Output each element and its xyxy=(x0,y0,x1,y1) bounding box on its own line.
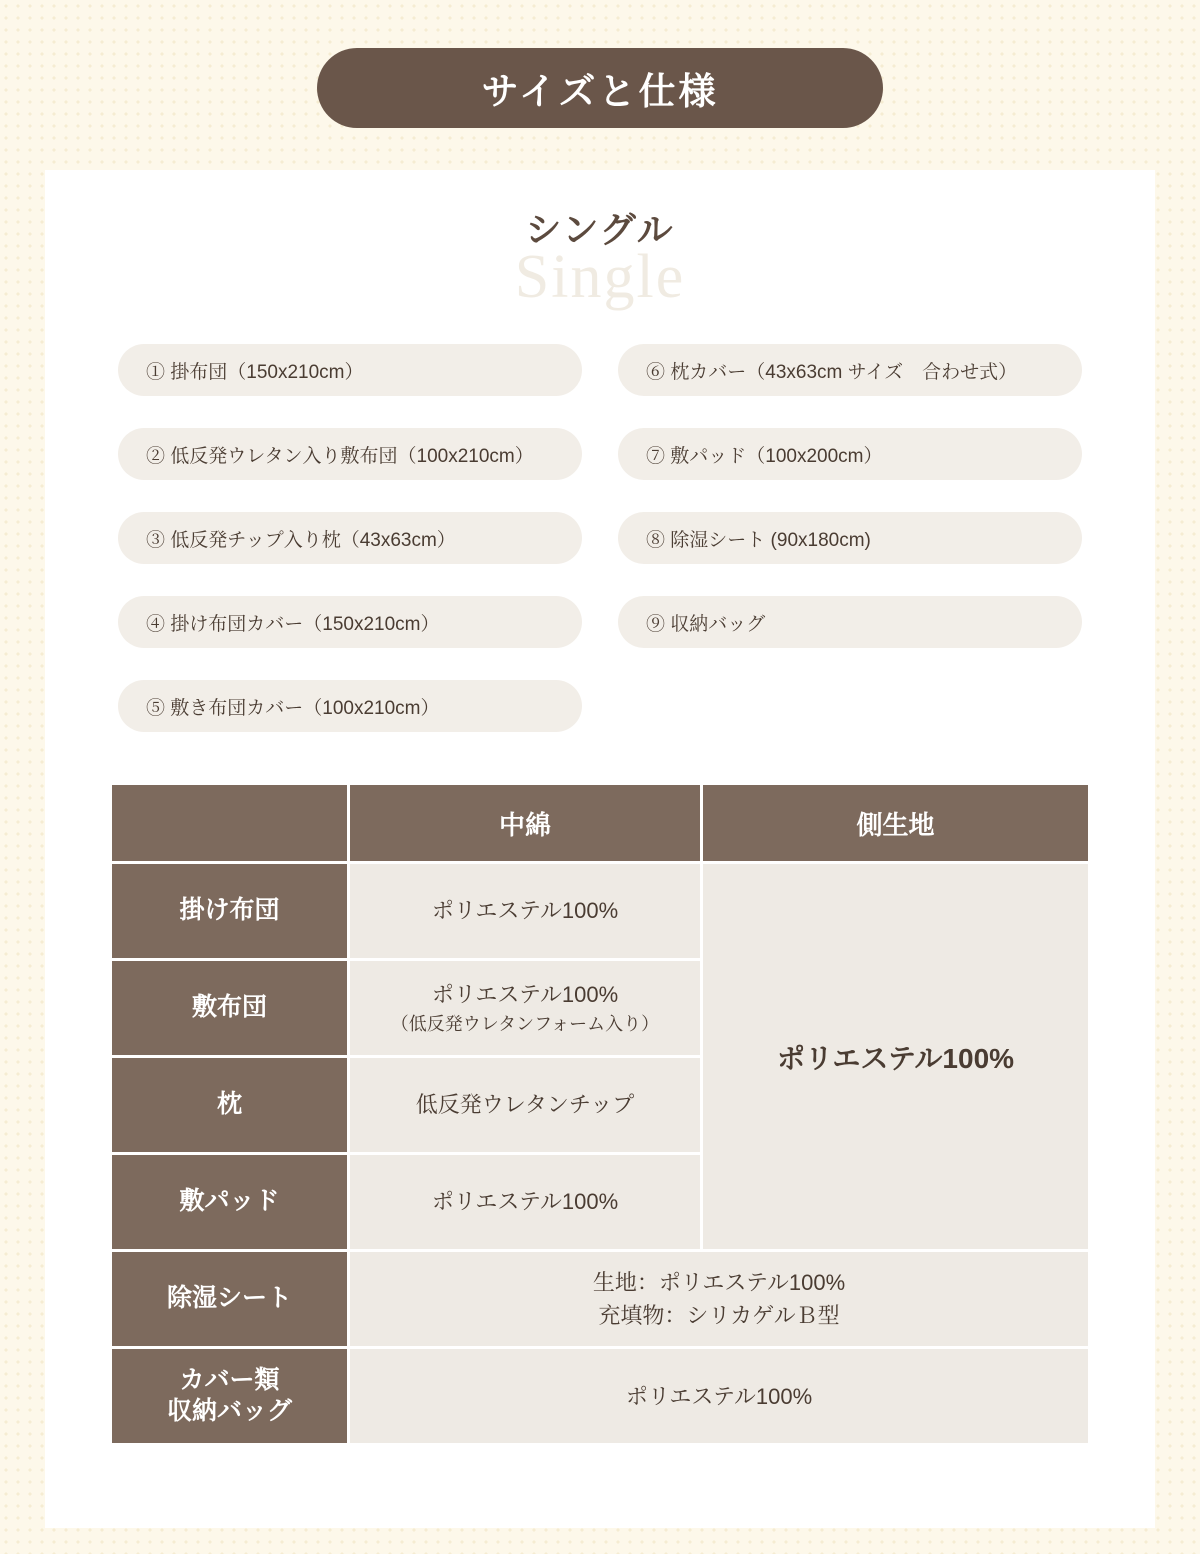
list-item: ⑥ 枕カバー（43x63cm サイズ 合わせ式） xyxy=(618,344,1082,396)
item-column-right xyxy=(618,344,1082,764)
list-item: ① 掛布団（150x210cm） xyxy=(118,344,582,396)
cell-fill-text: 低反発ウレタンチップ xyxy=(415,1092,635,1118)
item-column-left xyxy=(118,344,582,764)
list-item: ⑤ 敷き布団カバー（100x210cm） xyxy=(118,680,582,732)
row-label-line1: カバー類 xyxy=(179,1365,280,1394)
page-title-banner xyxy=(317,48,883,128)
section-heading-main: シングル xyxy=(525,209,675,250)
list-item: ⑧ 除湿シート (90x180cm) xyxy=(618,512,1082,564)
row-label: 枕 xyxy=(112,1058,347,1152)
materials-table xyxy=(109,782,1091,1446)
cell-material-wide xyxy=(350,1252,1088,1346)
row-label: 掛け布団 xyxy=(112,864,347,958)
cell-fill-text: ポリエステル100% xyxy=(431,1189,619,1215)
cell-material-line1: 生地：ポリエステル100% xyxy=(592,1270,846,1295)
list-item: ⑦ 敷パッド（100x200cm） xyxy=(618,428,1082,480)
row-label: 除湿シート xyxy=(112,1252,347,1346)
row-label: 敷パッド xyxy=(112,1155,347,1249)
cell-fill-text: ポリエステル100% xyxy=(431,898,619,924)
table-header-fabric: 側生地 xyxy=(703,785,1088,861)
section-heading-sub: Single xyxy=(514,243,686,311)
table-header-corner xyxy=(112,785,347,861)
table-header-fill: 中綿 xyxy=(350,785,700,861)
list-item: ④ 掛け布団カバー（150x210cm） xyxy=(118,596,582,648)
list-item: ③ 低反発チップ入り枕（43x63cm） xyxy=(118,512,582,564)
page-title: サイズと仕様 xyxy=(481,71,719,112)
row-label: 敷布団 xyxy=(112,961,347,1055)
cell-side-fabric: ポリエステル100% xyxy=(703,864,1088,1249)
table-row xyxy=(112,1252,1088,1346)
cell-fill-text: ポリエステル100% xyxy=(431,982,619,1007)
table-row xyxy=(112,1349,1088,1443)
cell-material-wide xyxy=(350,1349,1088,1443)
table-row xyxy=(112,864,1088,958)
cell-fill xyxy=(350,864,700,958)
table-header-row xyxy=(112,785,1088,861)
spec-card xyxy=(45,170,1155,1528)
list-item: ② 低反発ウレタン入り敷布団（100x210cm） xyxy=(118,428,582,480)
cell-fill xyxy=(350,1155,700,1249)
cell-material-line2: 充填物：シリカゲルＢ型 xyxy=(598,1303,840,1328)
cell-fill xyxy=(350,961,700,1055)
section-heading xyxy=(45,208,1155,328)
row-label xyxy=(112,1349,347,1443)
list-item: ⑨ 収納バッグ xyxy=(618,596,1082,648)
cell-fill-note: （低反発ウレタンフォーム入り） xyxy=(390,1013,660,1034)
cell-fill xyxy=(350,1058,700,1152)
cell-material-line1: ポリエステル100% xyxy=(625,1383,813,1409)
row-label-line2: 収納バッグ xyxy=(166,1397,292,1425)
item-list xyxy=(118,344,1082,764)
